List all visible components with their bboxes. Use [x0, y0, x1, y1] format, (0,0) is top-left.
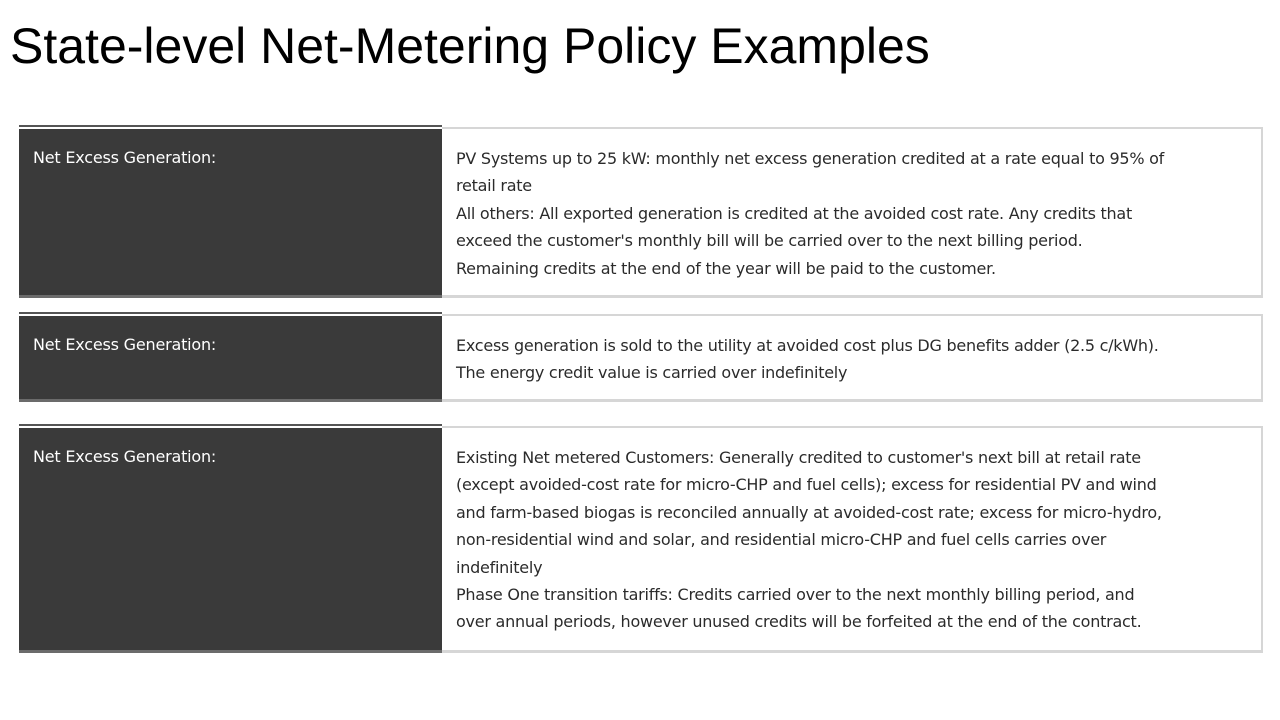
policy-text-line: Phase One transition tariffs: Credits carried over to the next monthly billing period, and: [456, 585, 1135, 605]
policy-text-line: The energy credit value is carried over indefinitely: [456, 363, 848, 383]
policy-text-line: exceed the customer's monthly bill will be carried over to the next billing period.: [456, 231, 1083, 251]
policy-text-line: Remaining credits at the end of the year will be paid to the customer.: [456, 258, 996, 278]
policy-label-cell: [19, 314, 442, 402]
policy-description: [442, 426, 1263, 653]
policy-label: Net Excess Generation:: [33, 335, 217, 354]
policy-label-cell: [19, 127, 442, 298]
policy-label-cell: [19, 426, 442, 653]
policy-text-line: PV Systems up to 25 kW: monthly net excess generation credited at a rate equal to 95% of: [456, 149, 1165, 168]
policy-text-line: retail rate: [456, 176, 532, 196]
policy-text-line: All others: All exported generation is credited at the avoided cost rate. Any credits that: [456, 203, 1132, 223]
policy-text-line: non-residential wind and solar, and residential micro-CHP and fuel cells carries over: [456, 530, 1107, 550]
policy-text-line: (except avoided-cost rate for micro-CHP and fuel cells); excess for residential PV and wind: [456, 475, 1157, 495]
policy-row: [19, 426, 1263, 653]
policy-text-line: over annual periods, however unused credits will be forfeited at the end of the contract.: [456, 612, 1142, 632]
policy-text-line: and farm-based biogas is reconciled annually at avoided-cost rate; excess for micro-hydro,: [456, 502, 1162, 522]
policy-row: [19, 314, 1263, 402]
policy-row: [19, 127, 1263, 298]
policy-text-line: Excess generation is sold to the utility at avoided cost plus DG benefits adder (2.5 c/kWh).: [456, 336, 1159, 355]
policy-text-line: indefinitely: [456, 557, 543, 577]
policy-text-line: Existing Net metered Customers: Generally credited to customer's next bill at retail rate: [456, 448, 1141, 467]
policy-label: Net Excess Generation:: [33, 447, 217, 466]
policy-label: Net Excess Generation:: [33, 148, 217, 167]
policy-description: [442, 127, 1263, 298]
slide-title: State-level Net-Metering Policy Examples: [10, 18, 930, 74]
policy-description: [442, 314, 1263, 402]
